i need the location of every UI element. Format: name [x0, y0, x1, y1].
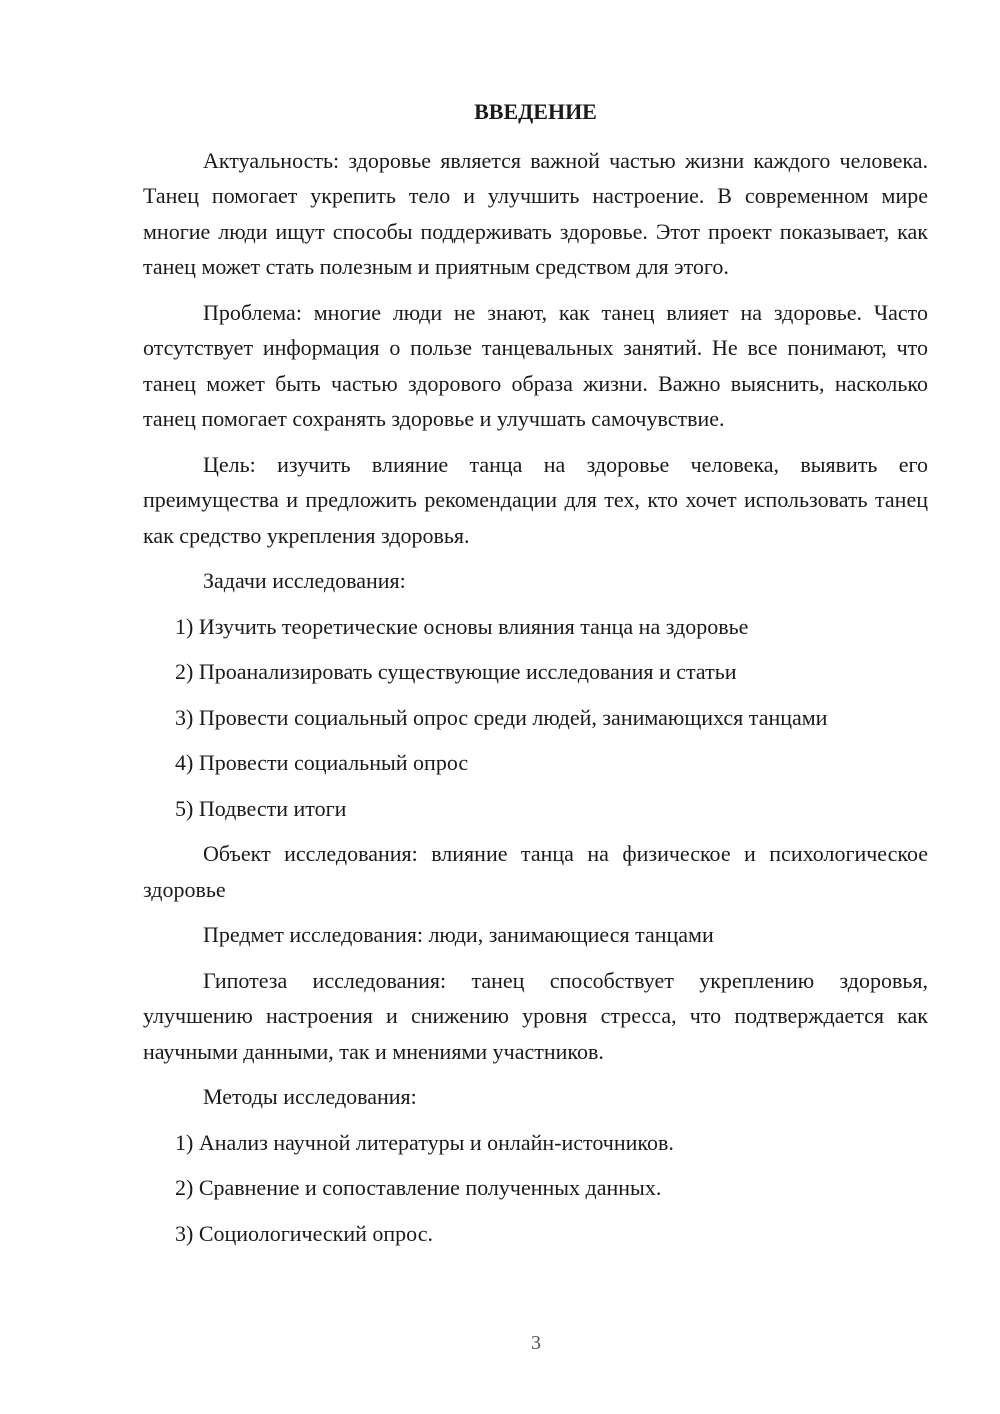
page-number: 3 — [531, 1332, 541, 1354]
list-item: 5) Подвести итоги — [175, 795, 347, 821]
list-item: 1) Изучить теоретические основы влияния танца на здоровье — [175, 613, 749, 639]
list-item: 2) Сравнение и сопоставление полученных данных. — [175, 1175, 662, 1200]
list-item: 3) Социологический опрос. — [175, 1220, 433, 1246]
methods-heading: Методы исследования: — [203, 1084, 417, 1109]
list-item: 3) Провести социальный опрос среди людей, занимающихся танцами — [175, 704, 828, 730]
paragraph-goal: Цель: изучить влияние танца на здоровье человека, выявить его преимущества и предложить рекомендации для тех, кто хочет использовать танец как средство укрепления здоровья. — [143, 451, 928, 548]
document-title: ВВЕДЕНИЕ — [474, 99, 597, 124]
list-item: 1) Анализ научной литературы и онлайн-источников. — [175, 1129, 674, 1155]
paragraph-problem: Проблема: многие люди не знают, как танец влияет на здоровье. Часто отсутствует информация о пользе танцевальных занятий. Не все понимают, что танец может быть частью здорового образа жизни. Важно выяснить, насколько танец помогает сохранять здоровье и улучшать самочувствие. — [143, 299, 928, 431]
paragraph-relevance: Актуальность: здоровье является важной частью жизни каждого человека. Танец помогает укрепить тело и улучшить настроение. В современном мире многие люди ищут способы поддерживать здоровье. Этот проект показывает, как танец может стать полезным и приятным средством для этого. — [143, 147, 928, 279]
tasks-list — [143, 609, 928, 827]
methods-list — [143, 1125, 928, 1252]
document-page — [143, 94, 928, 1261]
paragraph-hypothesis: Гипотеза исследования: танец способствует укреплению здоровья, улучшению настроения и снижению уровня стресса, что подтверждается как научными данными, так и мнениями участников. — [143, 967, 928, 1064]
list-item: 4) Провести социальный опрос — [175, 750, 469, 775]
list-item: 2) Проанализировать существующие исследования и статьи — [175, 659, 737, 684]
tasks-heading: Задачи исследования: — [203, 568, 406, 593]
paragraph-object: Объект исследования: влияние танца на физическое и психологическое здоровье — [143, 841, 928, 902]
paragraph-subject: Предмет исследования: люди, занимающиеся танцами — [203, 922, 714, 947]
